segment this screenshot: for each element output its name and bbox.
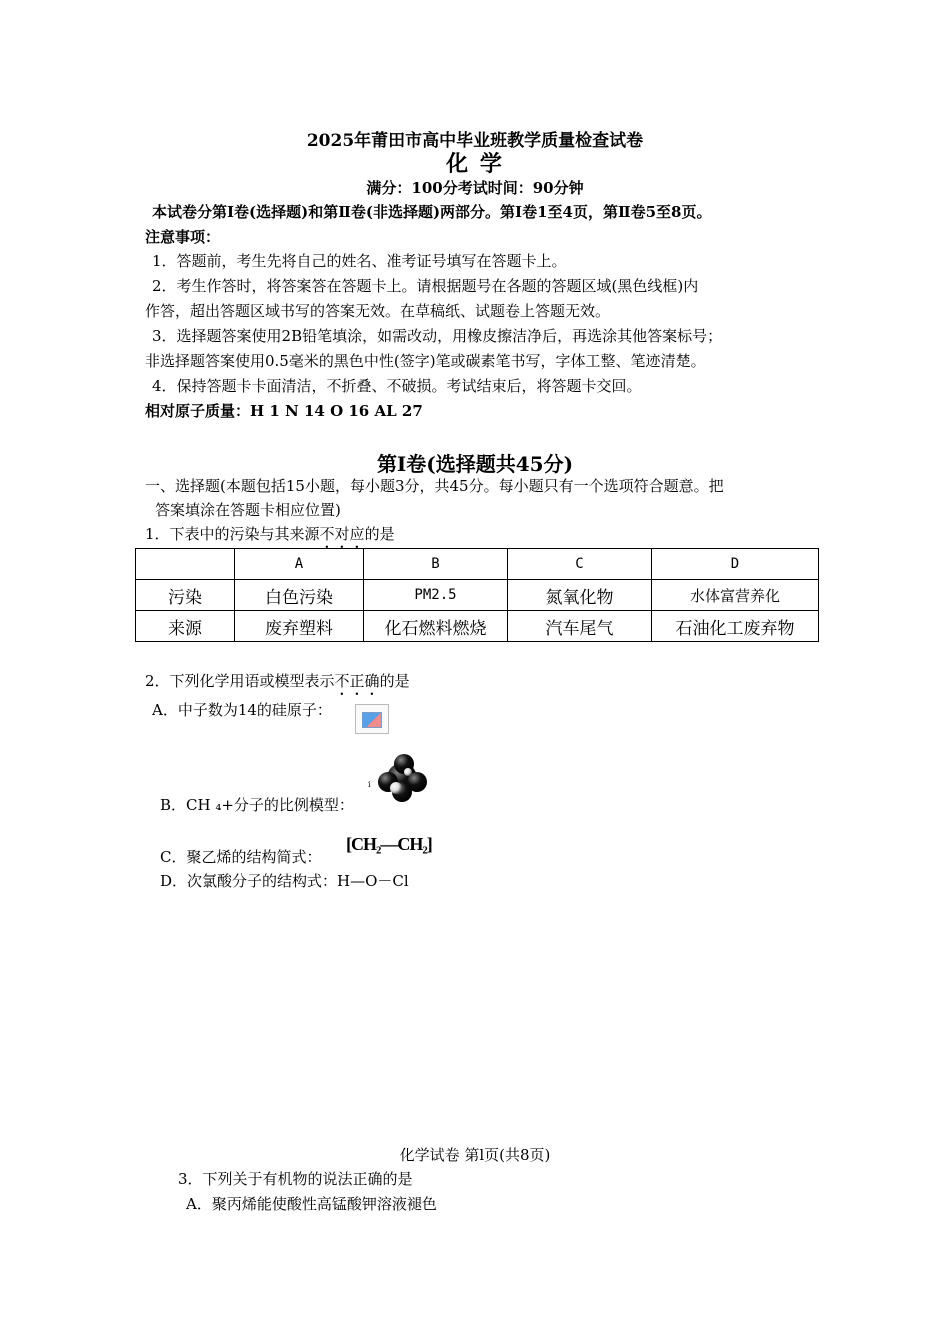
table-cell [136,549,235,580]
note-item: 3．选择题答案使用2B铅笔填涂，如需改动，用橡皮擦洁净后，再选涂其他答案标号； [152,327,723,345]
paper-structure: 本试卷分第Ⅰ卷(选择题)和第Ⅱ卷(非选择题)两部分。第Ⅰ卷1至4页，第Ⅱ卷5至8页。 [152,203,712,221]
q1-stem: 1．下表中的污染与其来源不对应的是 [145,525,395,543]
note-item: 1．答题前，考生先将自己的姓名、准考证号填写在答题卡上。 [152,252,567,270]
q2-option-c: C．聚乙烯的结构简式： [160,848,322,866]
column-header-b: B [364,549,508,580]
marker-icon: ⅰ [368,780,371,789]
table-cell: 白色污染 [235,580,364,611]
column-header-a: A [235,549,364,580]
section1-intro: 答案填涂在答题卡相应位置) [155,501,341,519]
table-cell: 氮氧化物 [508,580,652,611]
row-label: 来源 [136,611,235,642]
q2-option-b: B．CH ₄+分子的比例模型： [160,796,354,814]
exam-title: 2025年莆田市高中毕业班教学质量检查试卷 [306,131,644,151]
table-cell: 水体富营养化 [652,580,819,611]
table-cell: PM2.5 [364,580,508,611]
note-item: 作答，超出答题区域书写的答案无效。在草稿纸、试题卷上答题无效。 [145,302,611,320]
table-cell: 汽车尾气 [508,611,652,642]
column-header-d: D [652,549,819,580]
notes-heading: 注意事项： [145,228,221,246]
page-footer: 化学试卷 第l页(共8页) [399,1146,551,1164]
subject-title: 化 学 [446,151,504,177]
table-header-row [136,549,819,580]
q1-table [135,548,819,642]
table-row [136,611,819,642]
column-header-c: C [508,549,652,580]
table-cell: 废弃塑料 [235,611,364,642]
q2-option-a: A．中子数为14的硅原子： [152,701,332,719]
q2-stem: 2．下列化学用语或模型表示不正确的是 [145,672,410,690]
note-item: 非选择题答案使用0.5毫米的黑色中性(签字)笔或碳素笔书写，字体工整、笔迹清楚。 [145,352,706,370]
methane-ball-model-icon [374,752,432,804]
note-item: 4．保持答题卡卡面清洁，不折叠、不破损。考试结束后，将答题卡交回。 [152,377,642,395]
score-time: 满分：100分考试时间：90分钟 [366,179,584,197]
section1-intro: 一、选择题(本题包括15小题，每小题3分，共45分。每小题只有一个选项符合题意。把 [145,477,724,495]
note-item: 2．考生作答时，将答案答在答题卡上。请根据题号在各题的答题区域(黑色线框)内 [152,277,699,295]
table-row [136,580,819,611]
atomic-mass: 相对原子质量：H 1 N 14 O 16 AL 27 [145,402,423,420]
polyethylene-formula: [CH₂—CH₂] [346,834,432,854]
section1-title: 第Ⅰ卷(选择题共45分) [376,452,574,476]
q3-stem: 3．下列关于有机物的说法正确的是 [178,1170,413,1188]
q3-option-a: A．聚丙烯能使酸性高锰酸钾溶液褪色 [186,1195,437,1213]
table-cell: 化石燃料燃烧 [364,611,508,642]
broken-image-icon [355,704,389,734]
row-label: 污染 [136,580,235,611]
table-cell: 石油化工废弃物 [652,611,819,642]
q2-option-d: D．次氯酸分子的结构式：H—O－Cl [160,872,409,890]
